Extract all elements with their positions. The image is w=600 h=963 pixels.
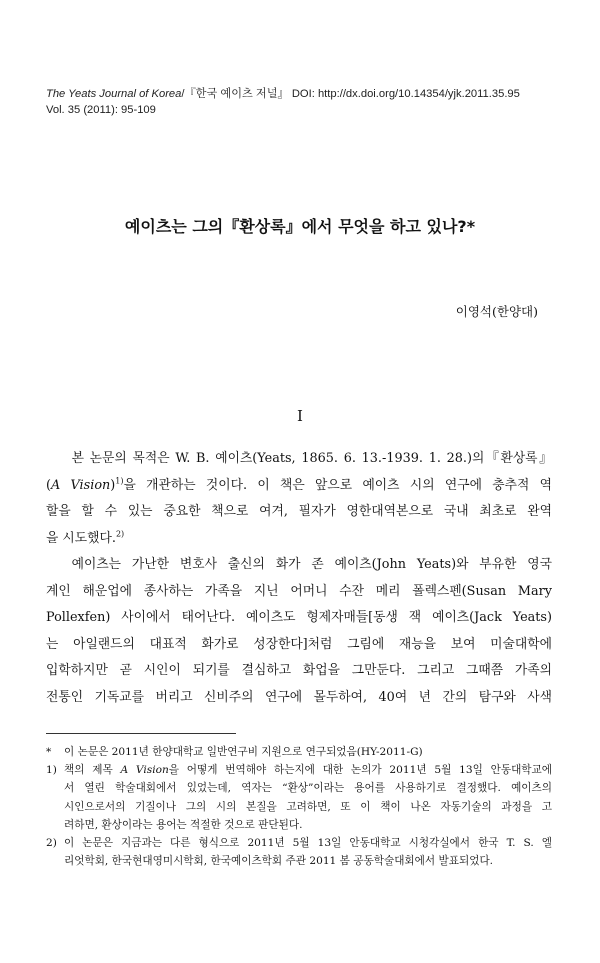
journal-name-en: The Yeats Journal of Korea [46, 88, 182, 100]
body-line: 할을 할 수 있는 중요한 책으로 여겨, 필자가 영한대역본으로 국내 최초로 완역 [46, 504, 552, 519]
article-author: 이영석(한양대) [455, 304, 538, 319]
article-body [46, 446, 552, 711]
footnote-mark: * [46, 746, 52, 758]
footnote-line: 리엇학회, 한국현대영미시학회, 한국예이츠학회 주관 2011 봄 공동학술대회에서 발표되었다. [64, 855, 494, 868]
footnote-ref-2[interactable]: 2) [115, 529, 125, 539]
body-line: 을 시도했다.$^{2)}$ [46, 529, 125, 546]
body-line: 전통인 기독교를 버리고 신비주의 연구에 몰두하여, 40여 년 간의 탐구와 사색 [46, 689, 552, 705]
body-line: 본 논문의 목적은 W. B. 예이츠(Yeats, 1865. 6. 13.-1939. 1. 28.)의『환상록』 [71, 451, 552, 466]
volume-line: Vol. 35 (2011): 95-109 [46, 104, 156, 116]
body-line-rest: 을 개관하는 것이다. 이 책은 앞으로 예이츠 시의 연구에 충추적 역 [123, 477, 552, 493]
footnote-line: 려하면, 환상이라는 용어는 적절한 것으로 판단된다. [64, 818, 303, 831]
body-line: 예이츠는 가난한 변호사 출신의 화가 존 예이츠(John Yeats)와 부유한 영국 [71, 557, 552, 572]
footnote-divider [46, 733, 236, 734]
footnote-line: 서 열린 학술대회에서 있었는데, 역자는 “환상”이라는 용어를 사용하기로 결정했다. 예이츠의 [64, 782, 552, 795]
footnote-mark: 2) [46, 837, 57, 850]
running-header [46, 86, 566, 118]
footnote-ref-1[interactable]: 1) [115, 476, 124, 486]
footnote-line: 이 논문은 지금과는 다른 형식으로 2011년 5월 13일 안동대학교 시청각실에서 한국 T. S. 엘 [64, 837, 552, 850]
paragraph-1 [46, 446, 552, 552]
footnote-line: 이 논문은 2011년 한양대학교 일반연구비 지원으로 연구되었음(HY-2011-G) [64, 746, 423, 758]
footnote-2 [46, 834, 552, 870]
body-line: 입학하지만 곧 시인이 되기를 결심하고 화업을 그만둔다. 그리고 그때쯤 가족의 [46, 663, 552, 678]
citation-line [46, 86, 566, 102]
footnote-mark: 1) [46, 764, 57, 777]
journal-name-ko-doi: /『한국 예이츠 저널』 DOI: http://dx.doi.org/10.14354/yjk.2011.35.95 [181, 88, 520, 100]
footnote-line: 책의 제목 A Vision을 어떻게 번역해야 하는지에 대한 논의가 2011년 5월 13일 안동대학교에 [64, 764, 552, 777]
footnote-1 [46, 761, 552, 834]
article-title: 예이츠는 그의『환상록』에서 무엇을 하고 있나?* [124, 217, 476, 236]
body-line: 는 아일랜드의 대표적 화가로 성장한다]처럼 그림에 재능을 보여 미술대학에 [46, 636, 552, 652]
body-line: 계인 해운업에 종사하는 가족을 지닌 어머니 수잔 메리 폴렉스펜(Susan Mary [46, 583, 552, 599]
footnote-line: 시인으로서의 기질이나 그의 시의 본질을 고려하면, 또 이 책이 나온 자동기술의 과정을 고 [64, 800, 552, 813]
footnote-star [46, 743, 552, 761]
body-line: Pollexfen) 사이에서 태어난다. 예이츠도 형제자매들[동생 잭 예이츠(Jack Yeats) [46, 610, 552, 625]
paragraph-2 [46, 552, 552, 711]
section-heading: I [297, 407, 303, 425]
title-italic: A Vision [51, 477, 111, 493]
body-line: (A Vision)$^{1)}$을 개관하는 것이다. 이 책은 앞으로 예이츠 시의 연구에 충추적 역 [46, 476, 552, 493]
footnotes [46, 743, 552, 870]
